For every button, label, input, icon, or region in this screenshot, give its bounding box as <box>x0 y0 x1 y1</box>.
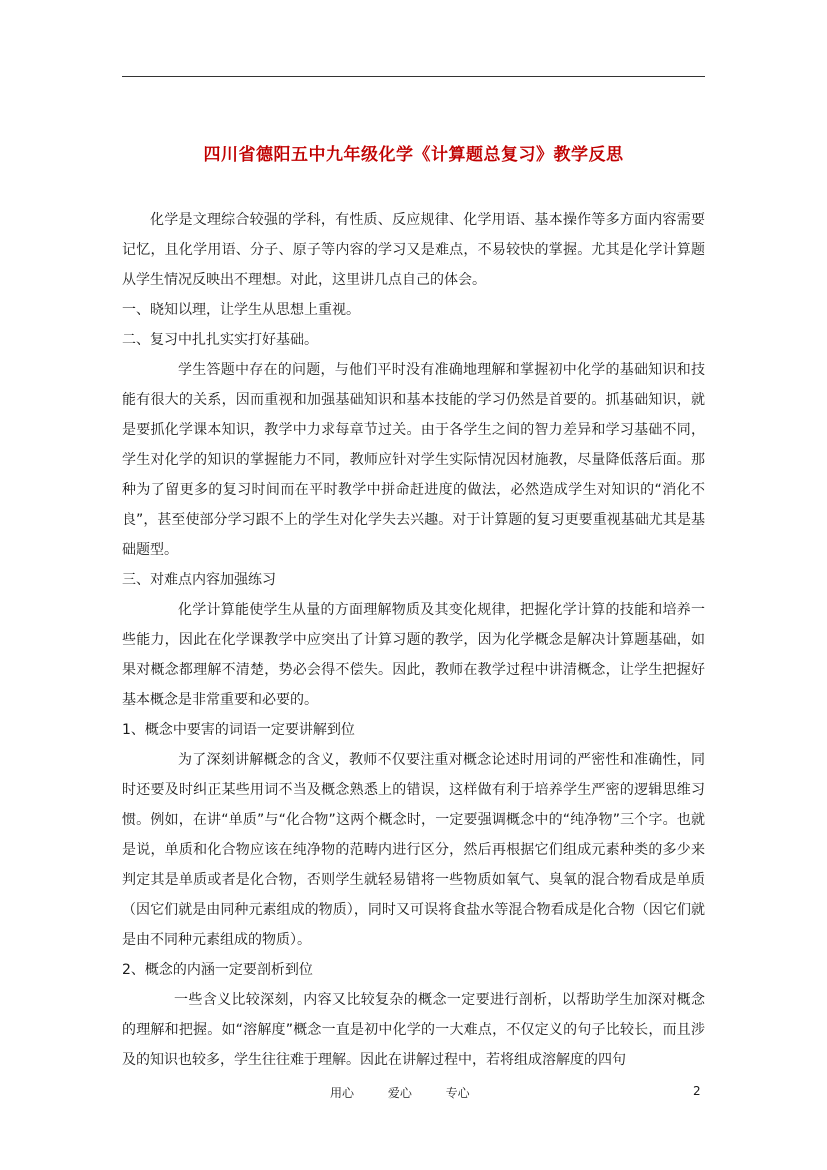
heading-section-2: 二、复习中扎扎实实打好基础。 <box>122 332 318 348</box>
heading-section-1: 一、晓知以理，让学生从思想上重视。 <box>122 302 360 318</box>
paragraph-subsection-2: 一些含义比较深刻，内容又比较复杂的概念一定要进行剖析，以帮助学生加深对概念的理解和把握。如“溶解度”概念一直是初中化学的一大难点，不仅定义的句子比较长，而且涉及的知识也较多，学生往往难于理解。因此在讲解过程中，若将组成溶解度的四句 <box>122 992 705 1068</box>
paragraph-subsection-1: 为了深刻讲解概念的含义，教师不仅要注重对概念论述时用词的严密性和准确性，同时还要及时纠正某些用词不当及概念熟悉上的错误，这样做有利于培养学生严密的逻辑思维习惯。例如，在讲“单质”与“化合物”这两个概念时，一定要强调概念中的“纯净物”三个字。也就是说，单质和化合物应该在纯净物的范畴内进行区分，然后再根据它们组成元素种类的多少来判定其是单质或者是化合物，否则学生就轻易错将一些物质如氧气、臭氧的混合物看成是单质（因它们就是由同种元素组成的物质），同时又可误将食盐水等混合物看成是化合物（因它们就是由不同种元素组成的物质）。 <box>122 752 705 948</box>
heading-section-3: 三、对难点内容加强练习 <box>122 572 276 588</box>
page-number: 2 <box>693 1084 701 1098</box>
document-body <box>122 205 705 1075</box>
footer-motto: 用心 爱心 专心 <box>330 1086 470 1100</box>
header-rule <box>122 76 705 77</box>
paragraph-section-3: 化学计算能使学生从量的方面理解物质及其变化规律，把握化学计算的技能和培养一些能力，因此在化学课教学中应突出了计算习题的教学，因为化学概念是解决计算题基础，如果对概念都理解不清楚，势必会得不偿失。因此，教师在教学过程中讲清概念，让学生把握好基本概念是非常重要和必要的。 <box>122 602 705 708</box>
paragraph-section-2: 学生答题中存在的问题，与他们平时没有准确地理解和掌握初中化学的基础知识和技能有很大的关系，因而重视和加强基础知识和基本技能的学习仍然是首要的。抓基础知识，就是要抓化学课本知识，教学中力求每章节过关。由于各学生之间的智力差异和学习基础不同，学生对化学的知识的掌握能力不同，教师应针对学生实际情况因材施教，尽量降低落后面。那种为了留更多的复习时间而在平时教学中拼命赶进度的做法，必然造成学生对知识的“消化不良”，甚至使部分学习跟不上的学生对化学失去兴趣。对于计算题的复习更要重视基础尤其是基础题型。 <box>122 362 705 558</box>
heading-subsection-1: 1、概念中要害的词语一定要讲解到位 <box>122 722 355 738</box>
paragraph-intro: 化学是文理综合较强的学科，有性质、反应规律、化学用语、基本操作等多方面内容需要记忆，且化学用语、分子、原子等内容的学习又是难点，不易较快的掌握。尤其是化学计算题从学生情况反映出不理想。对此，这里讲几点自己的体会。 <box>122 212 705 288</box>
document-title: 四川省德阳五中九年级化学《计算题总复习》教学反思 <box>203 145 624 165</box>
heading-subsection-2: 2、概念的内涵一定要剖析到位 <box>122 962 313 978</box>
